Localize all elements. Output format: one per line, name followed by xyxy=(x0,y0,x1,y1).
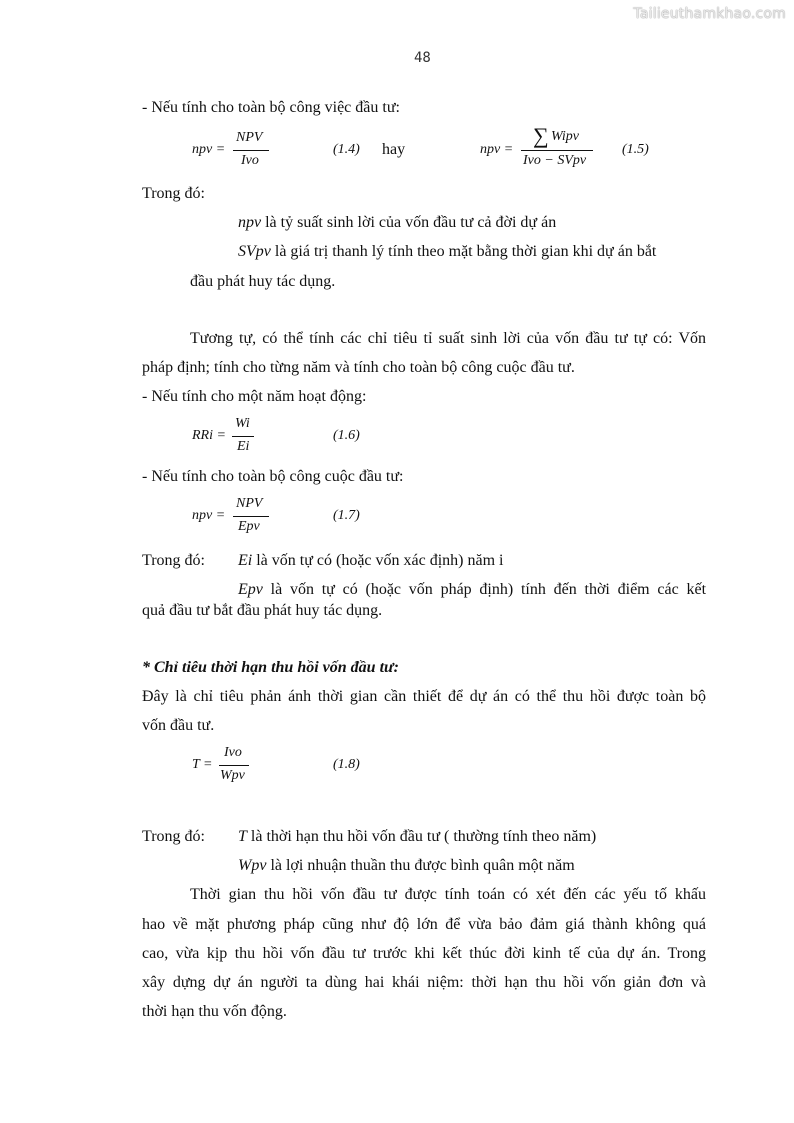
equation-numerator: Ivo xyxy=(224,745,242,760)
definition-text: là lợi nhuận thuần thu được bình quân một năm xyxy=(270,857,575,874)
definition-text: là tỷ suất sinh lời của vốn đầu tư cả đời dự án xyxy=(265,214,557,231)
equation-numerator: Wipv xyxy=(551,129,579,144)
definition-t xyxy=(238,827,596,847)
equation-numerator: NPV xyxy=(236,496,263,511)
definition-text: là giá trị thanh lý tính theo mặt bằng thời gian khi dự án bắt xyxy=(274,243,657,260)
paragraph-payback-discussion-line: xây dựng dự án người ta dùng hai khái niệm: thời hạn thu hồi vốn giản đơn và xyxy=(142,974,706,991)
where-label: Trong đó: xyxy=(142,828,205,845)
definition-text: là thời hạn thu hồi vốn đầu tư ( thường tính theo năm) xyxy=(250,828,597,845)
definition-wpv xyxy=(238,856,575,876)
equation-1-4 xyxy=(192,128,392,174)
equation-number: (1.8) xyxy=(333,757,360,772)
section-heading xyxy=(142,658,399,678)
equation-denominator: Wpv xyxy=(220,768,245,783)
connector-word-hay: hay xyxy=(382,141,406,158)
equation-1-5 xyxy=(480,124,680,174)
equation-numerator: Wi xyxy=(235,416,250,431)
equation-lhs: npv = xyxy=(480,142,514,157)
fraction-bar xyxy=(232,436,254,437)
equation-numerator: NPV xyxy=(236,130,263,145)
equation-denominator: Epv xyxy=(238,519,260,534)
definition-epv xyxy=(238,580,706,600)
where-label: Trong đó: xyxy=(142,552,205,569)
equation-number: (1.4) xyxy=(333,142,360,157)
equation-lhs: npv = xyxy=(192,508,226,523)
definition-text: là vốn tự có (hoặc vốn pháp định) tính đến thời điểm các kết xyxy=(270,581,707,598)
definition-ei xyxy=(238,551,503,571)
definition-svpv xyxy=(238,242,706,262)
equation-lhs: npv = xyxy=(192,142,226,157)
where-label: Trong đó: xyxy=(142,185,205,202)
equation-number: (1.6) xyxy=(333,428,360,443)
equation-lhs: T = xyxy=(192,757,213,772)
summation-icon: ∑ xyxy=(533,123,549,148)
symbol: npv xyxy=(238,214,262,231)
equation-denominator: Ivo xyxy=(241,153,259,168)
symbol: Epv xyxy=(238,581,263,598)
equation-denominator: Ivo − SVpv xyxy=(523,153,587,168)
paragraph-whole-work-intro: - Nếu tính cho toàn bộ công việc đầu tư: xyxy=(142,99,400,116)
equation-lhs: RRi = xyxy=(192,428,226,443)
watermark: Tailieuthamkhao.com xyxy=(633,6,786,22)
definition-epv-continued: quả đầu tư bắt đầu phát huy tác dụng. xyxy=(142,602,383,619)
symbol: T xyxy=(238,828,247,845)
paragraph-payback-discussion-line: hao về mặt phương pháp cũng như độ lớn để vừa bảo đảm giá thành không quá xyxy=(142,916,706,933)
equation-1-6 xyxy=(192,414,392,460)
symbol: Ei xyxy=(238,552,253,569)
paragraph-whole-investment: - Nếu tính cho toàn bộ công cuộc đầu tư: xyxy=(142,468,404,485)
fraction-bar xyxy=(521,150,593,151)
symbol: SVpv xyxy=(238,243,271,260)
equation-number: (1.7) xyxy=(333,508,360,523)
definition-text: là vốn tự có (hoặc vốn xác định) năm i xyxy=(256,552,504,569)
definition-line xyxy=(238,242,656,262)
fraction-bar xyxy=(219,765,249,766)
fraction-bar xyxy=(233,150,269,151)
paragraph-similar-indicators-continued: pháp định; tính cho từng năm và tính cho toàn bộ công cuộc đầu tư. xyxy=(142,359,575,376)
paragraph-payback-discussion: Thời gian thu hồi vốn đầu tư được tính toán có xét đến các yếu tố khấu xyxy=(190,886,706,903)
heading-text: * Chỉ tiêu thời hạn thu hồi vốn đầu tư: xyxy=(142,659,399,676)
paragraph-one-year: - Nếu tính cho một năm hoạt động: xyxy=(142,388,367,405)
definition-svpv-continued: đầu phát huy tác dụng. xyxy=(190,273,336,290)
paragraph-payback-definition: Đây là chỉ tiêu phản ánh thời gian cần thiết để dự án có thể thu hồi được toàn bộ xyxy=(142,688,706,705)
symbol: Wpv xyxy=(238,857,267,874)
paragraph-payback-definition-continued: vốn đầu tư. xyxy=(142,717,215,734)
page-number: 48 xyxy=(414,50,431,66)
fraction-bar xyxy=(233,516,269,517)
definition-npv xyxy=(238,213,556,233)
paragraph-payback-discussion-line: cao, vừa kịp thu hồi vốn đầu tư trước khi kết thúc đời kinh tế của dự án. Trong xyxy=(142,945,706,962)
paragraph-payback-discussion-line: thời hạn thu vốn động. xyxy=(142,1003,287,1020)
equation-denominator: Ei xyxy=(237,439,250,454)
paragraph-similar-indicators: Tương tự, có thể tính các chỉ tiêu tỉ suất sinh lời của vốn đầu tư tự có: Vốn xyxy=(190,330,706,347)
equation-number: (1.5) xyxy=(622,142,649,157)
equation-1-8 xyxy=(192,743,392,789)
equation-1-7 xyxy=(192,494,392,540)
